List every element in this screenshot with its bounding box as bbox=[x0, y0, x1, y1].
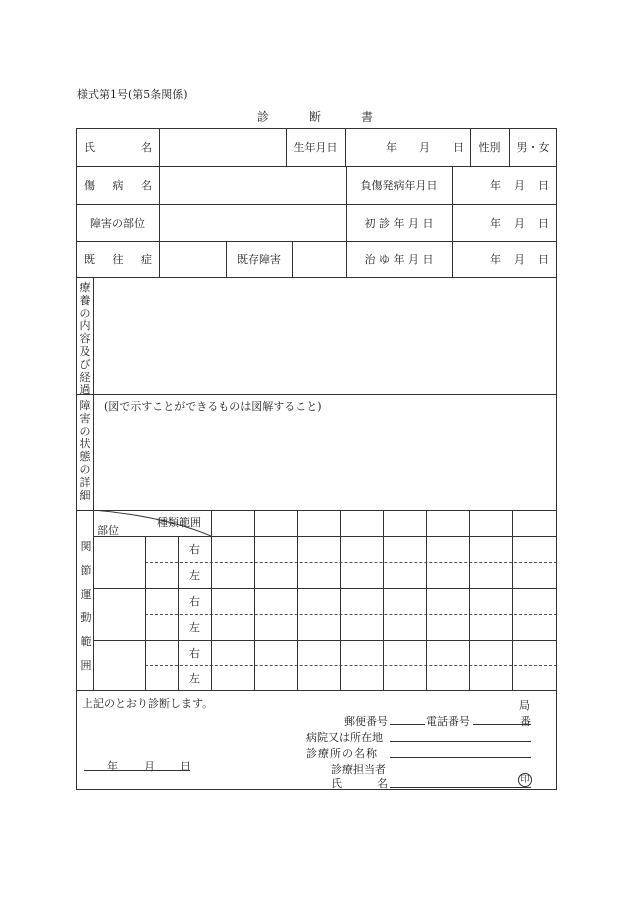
phone-label: 電話番号 bbox=[426, 715, 470, 728]
type-range-header: 種類範囲 bbox=[157, 516, 201, 529]
form-number-label: 様式第1号(第5条関係) bbox=[77, 88, 188, 101]
sex-label: 性別 bbox=[478, 141, 501, 154]
disease-name-label: 傷 病 名 bbox=[84, 179, 152, 192]
joint-label-char: 範 bbox=[80, 635, 92, 648]
condition-label: 障害の状態の詳細 bbox=[79, 399, 91, 502]
date-day-label: 日 bbox=[180, 760, 191, 773]
onset-date-field[interactable]: 年 月 日 bbox=[490, 179, 549, 192]
cure-date-field[interactable]: 年 月 日 bbox=[490, 253, 549, 266]
birthdate-label: 生年月日 bbox=[293, 141, 338, 154]
joint-label-char: 囲 bbox=[80, 659, 92, 672]
joint-label-char: 節 bbox=[80, 564, 92, 577]
name-input[interactable] bbox=[159, 128, 286, 166]
first-visit-label: 初 診 年 月 日 bbox=[364, 216, 434, 230]
birthdate-field[interactable]: 年 月 日 bbox=[386, 141, 464, 154]
injury-site-label: 障害の部位 bbox=[90, 216, 145, 230]
condition-input[interactable] bbox=[94, 414, 556, 510]
past-history-label: 既 往 症 bbox=[84, 253, 152, 266]
postal-code-label: 郵便番号 bbox=[344, 715, 388, 728]
side-left-label: 左 bbox=[189, 671, 200, 685]
name-label: 氏 名 bbox=[84, 141, 152, 154]
existing-disability-label: 既存障害 bbox=[237, 253, 281, 266]
side-left-label: 左 bbox=[189, 569, 200, 582]
condition-note: (図で示すことができるものは図解すること) bbox=[104, 400, 322, 413]
onset-date-label: 負傷発病年月日 bbox=[360, 179, 438, 192]
doctor-label: 診療担当者 bbox=[331, 763, 386, 776]
part-header: 部位 bbox=[97, 524, 119, 537]
treatment-label: 療養の内容及び経過 bbox=[79, 281, 91, 397]
side-right-label: 右 bbox=[189, 646, 200, 660]
past-history-input[interactable] bbox=[159, 241, 226, 277]
ban-label: 番 bbox=[520, 715, 531, 728]
joint-label-char: 運 bbox=[80, 588, 92, 601]
side-right-label: 右 bbox=[189, 595, 200, 608]
doctor-name-label-mei: 名 bbox=[377, 777, 388, 790]
kyoku-label: 局 bbox=[519, 699, 530, 712]
disease-name-input[interactable] bbox=[159, 166, 346, 204]
first-visit-date-field[interactable]: 年 月 日 bbox=[490, 216, 549, 230]
joint-label-char: 動 bbox=[80, 611, 92, 624]
joint-label-char: 関 bbox=[80, 540, 92, 553]
doctor-name-label-shi: 氏 bbox=[331, 777, 342, 790]
injury-site-input[interactable] bbox=[159, 204, 346, 241]
date-year-label: 年 bbox=[107, 760, 118, 773]
date-month-label: 月 bbox=[144, 760, 155, 773]
side-left-label: 左 bbox=[189, 621, 200, 634]
date-underline[interactable] bbox=[84, 770, 190, 771]
sex-options[interactable]: 男・女 bbox=[516, 141, 550, 154]
treatment-input[interactable] bbox=[94, 278, 556, 394]
hospital-address-label: 病院又は所在地 bbox=[306, 731, 383, 744]
cure-date-label: 治 ゆ 年 月 日 bbox=[364, 253, 434, 266]
document-title: 診断書 bbox=[256, 110, 413, 124]
existing-disability-input[interactable] bbox=[292, 241, 346, 277]
seal-icon: 印 bbox=[518, 773, 532, 787]
diagnosis-statement: 上記のとおり診断します。 bbox=[82, 697, 214, 710]
side-right-label: 右 bbox=[189, 543, 200, 556]
clinic-name-label: 診療所の名称 bbox=[306, 747, 378, 760]
